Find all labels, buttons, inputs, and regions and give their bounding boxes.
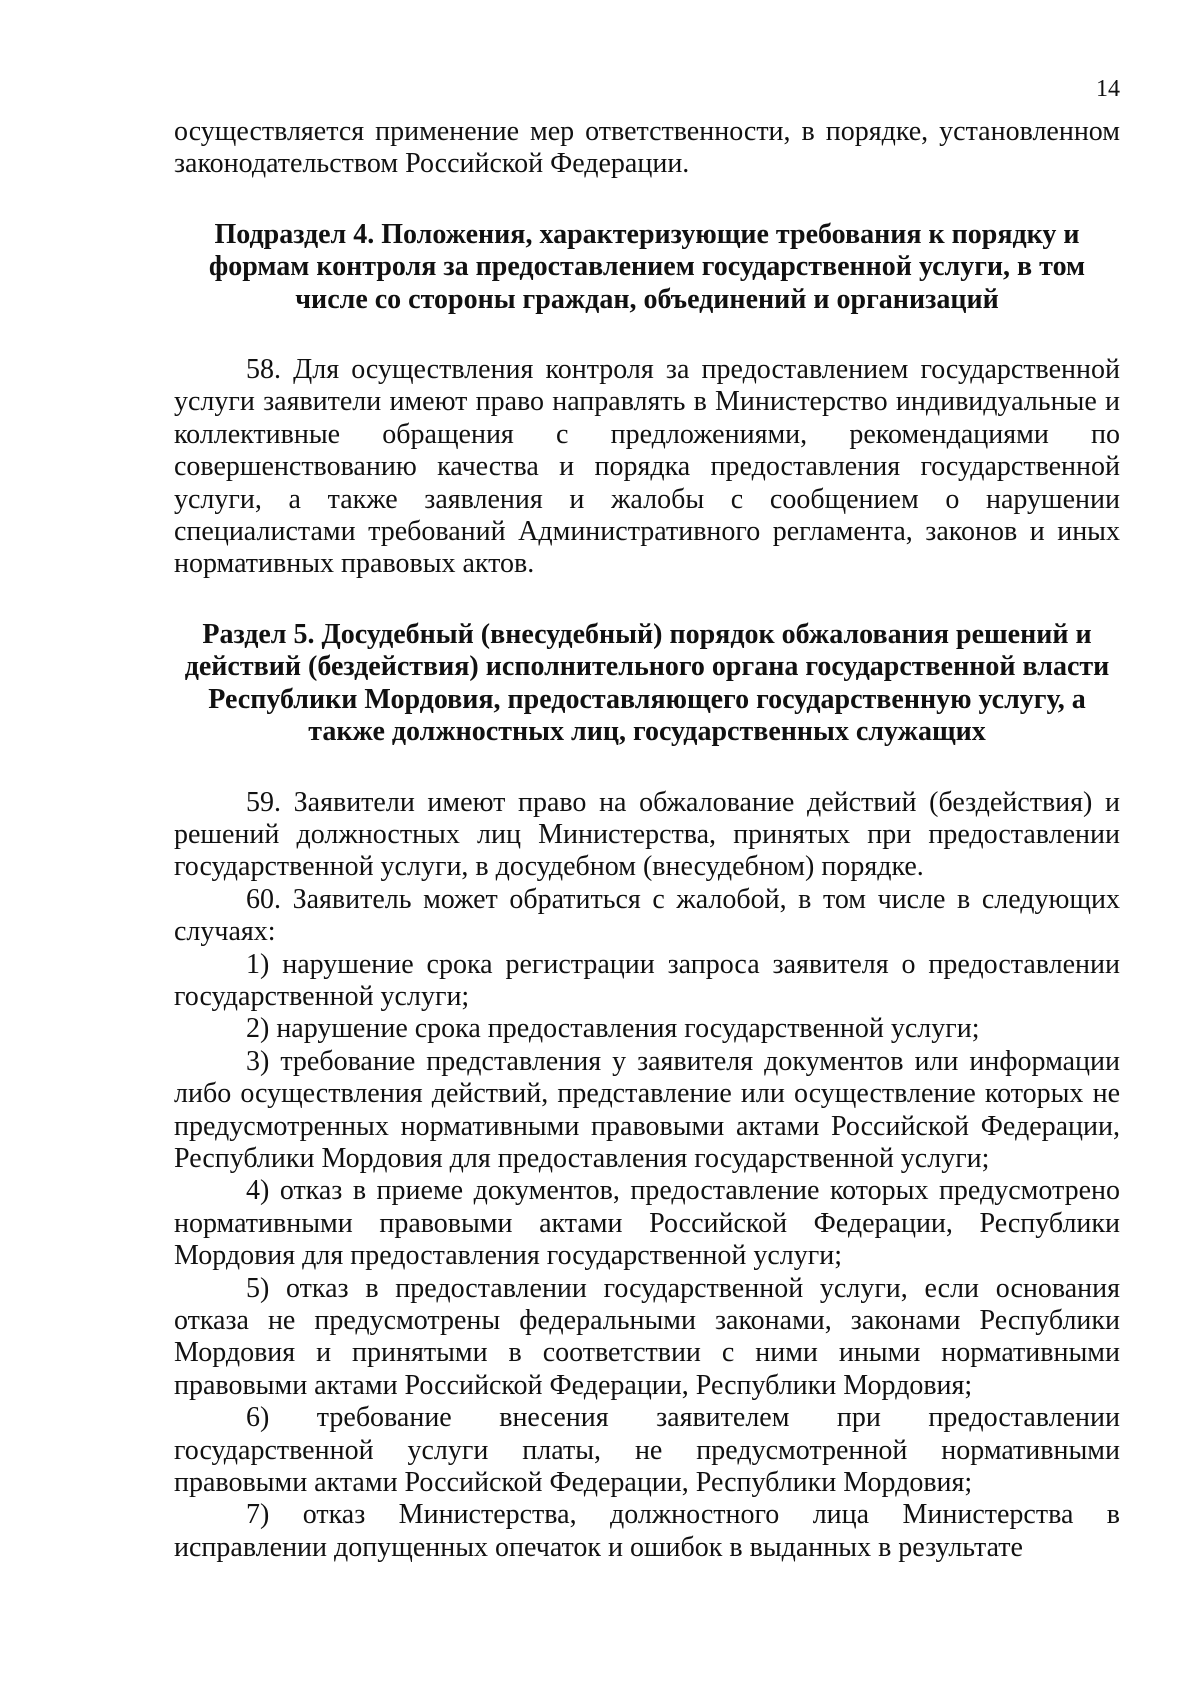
- list-item-2: 2) нарушение срока предоставления государственной услуги;: [246, 1013, 980, 1045]
- section-5-heading: Раздел 5. Досудебный (внесудебный) порядок обжалования решений и действий (бездействия) исполнительного органа государственной власти Республики Мордовия, предоставляющего государственную услугу, а также должностных лиц, государственных служащих: [184, 618, 1110, 748]
- page-number: 14: [1096, 76, 1120, 102]
- intro-paragraph: осуществляется применение мер ответственности, в порядке, установленном законодательством Российской Федерации.: [174, 116, 1120, 180]
- list-item-3: 3) требование представления у заявителя документов или информации либо осуществления действий, представление или осуществление которых не предусмотренных нормативными правовыми актами Российской Федерации, Республики Мордовия для предоставления государственной услуги;: [174, 1045, 1120, 1174]
- list-item-7: 7) отказ Министерства, должностного лица Министерства в исправлении допущенных опечаток и ошибок в выданных в результате: [174, 1499, 1120, 1563]
- list-item-4: 4) отказ в приеме документов, предоставление которых предусмотрено нормативными правовыми актами Российской Федерации, Республики Мордовия для предоставления государственной услуги;: [174, 1175, 1120, 1272]
- paragraph-58: 58. Для осуществления контроля за предоставлением государственной услуги заявители имеют право направлять в Министерство индивидуальные и коллективные обращения с предложениями, рекомендациями по совершенствованию качества и порядка предоставления государственной услуги, а также заявления и жалобы с сообщением о нарушении специалистами требований Административного регламента, законов и иных нормативных правовых актов.: [174, 354, 1120, 580]
- paragraph-59: 59. Заявители имеют право на обжалование действий (бездействия) и решений должностных лиц Министерства, принятых при предоставлении государственной услуги, в досудебном (внесудебном) порядке.: [174, 786, 1120, 883]
- document-body: [174, 116, 1120, 1564]
- paragraph-60: 60. Заявитель может обратиться с жалобой, в том числе в следующих случаях:: [174, 883, 1120, 948]
- subsection-4-heading: Подраздел 4. Положения, характеризующие требования к порядку и формам контроля за предоставлением государственной услуги, в том числе со стороны граждан, объединений и организаций: [208, 218, 1086, 315]
- list-item-6: 6) требование внесения заявителем при предоставлении государственной услуги платы, не предусмотренной нормативными правовыми актами Российской Федерации, Республики Мордовия;: [174, 1402, 1120, 1499]
- list-item-1: 1) нарушение срока регистрации запроса заявителя о предоставлении государственной услуги;: [174, 948, 1120, 1012]
- list-item-5: 5) отказ в предоставлении государственной услуги, если основания отказа не предусмотрены федеральными законами, законами Республики Мордовия и принятыми в соответствии с ними иными нормативными правовыми актами Российской Федерации, Республики Мордовия;: [174, 1272, 1120, 1401]
